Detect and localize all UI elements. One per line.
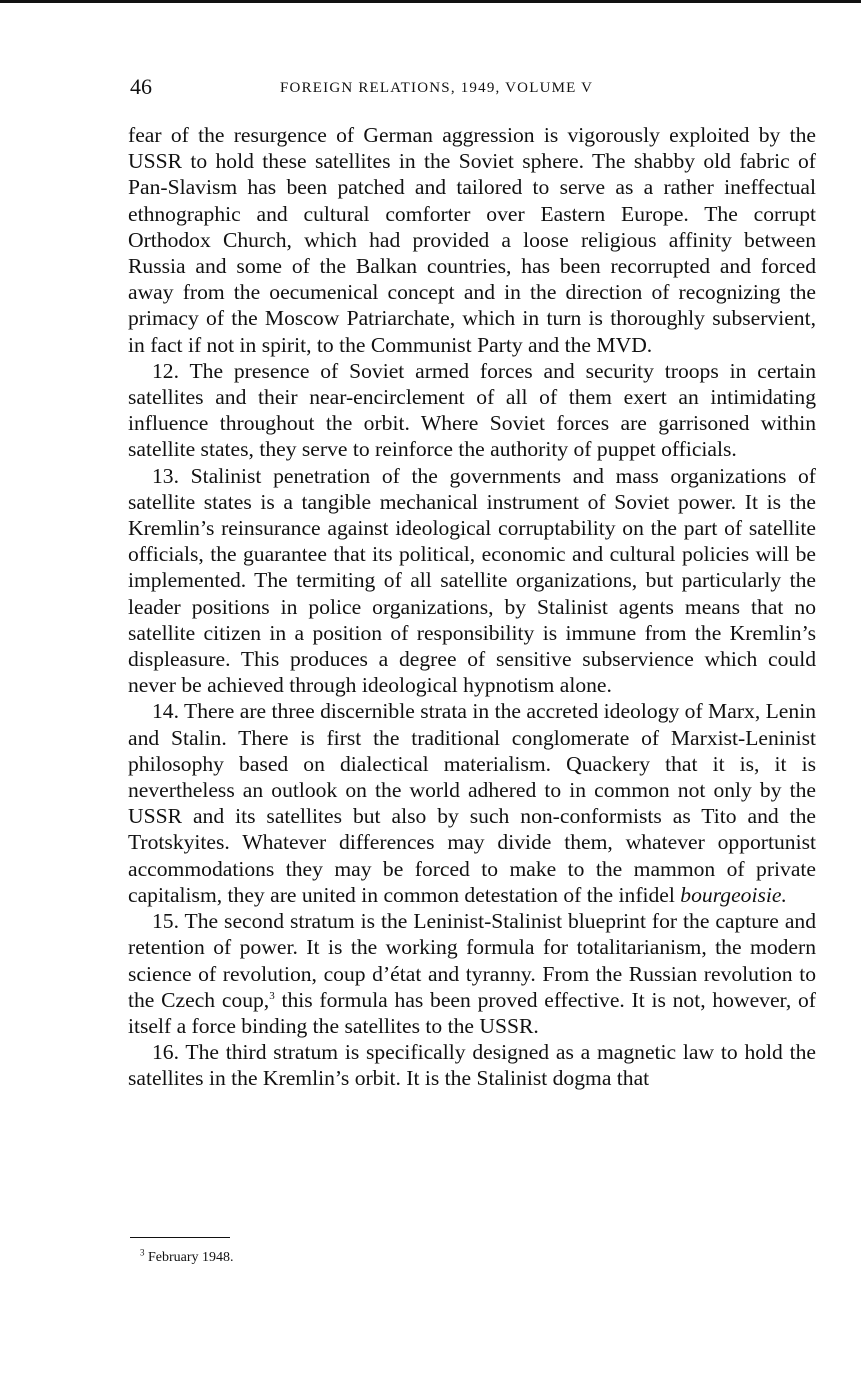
body-text xyxy=(128,122,816,1092)
italic-term: bourgeoisie. xyxy=(680,882,787,907)
paragraph-14 xyxy=(128,698,816,908)
page-header xyxy=(130,74,816,104)
page-number: 46 xyxy=(130,74,152,99)
paragraph-12: 12. The presence of Soviet armed forces and security troops in certain satellites and their near-encirclement of all of them exert an intimidating influence throughout the orbit. Where Soviet forces are garrisoned within satellite states, they serve to reinforce the authority of puppet officials. xyxy=(128,358,816,462)
footnote-text: February 1948. xyxy=(148,1250,234,1265)
footnote-mark: 3 xyxy=(140,1247,145,1258)
paragraph-15-text-a: 15. The second stratum is the Leninist-Stalinist blueprint for the capture and retention of power. It is the working formula for totalitarianism, the modern science of revolution, coup d’état and tyranny. From the Russian revolution to the Czech coup, xyxy=(128,909,816,1012)
footnote-divider xyxy=(130,1237,230,1238)
footnote xyxy=(140,1247,234,1266)
paragraph-15 xyxy=(128,908,816,1039)
paragraph-15-text-b: this formula has been proved effective. It is not, however, of itself a force binding the satellites to the USSR. xyxy=(128,987,816,1038)
paragraph-16: 16. The third stratum is specifically designed as a magnetic law to hold the satellites in the Kremlin’s orbit. It is the Stalinist dogma that xyxy=(128,1040,816,1091)
footnote-reference: 3 xyxy=(269,989,275,1002)
paragraph-continued: fear of the resurgence of German aggression is vigorously exploited by the USSR to hold these satellites in the Soviet sphere. The shabby old fabric of Pan-Slavism has been patched and tailored to serve as a rather ineffectual ethnographic and cultural comforter over Eastern Europe. The corrupt Orthodox Church, which had provided a loose religious affinity between Russia and some of the Balkan countries, has been recorrupted and forced away from the oecumenical concept and in the direction of recognizing the primacy of the Moscow Patriarchate, which in turn is thoroughly subservient, in fact if not in spirit, to the Communist Party and the MVD. xyxy=(128,123,816,357)
running-head: FOREIGN RELATIONS, 1949, VOLUME V xyxy=(280,80,594,96)
paragraph-14-text: 14. There are three discernible strata in the accreted ideology of Marx, Lenin and Stalin. There is first the traditional conglomerate of Marxist-Leninist philosophy based on dialectical materialism. Quackery that it is, it is nevertheless an outlook on the world adhered to in common not only by the USSR and its satellites but also by such non-conformists as Tito and the Trotskyites. Whatever differences may divide them, whatever opportunist accommodations they may be forced to make to the mammon of private capitalism, they are united in common detestation of the infidel xyxy=(128,699,816,907)
top-border xyxy=(0,0,861,3)
paragraph-13: 13. Stalinist penetration of the governments and mass organizations of satellite states is a tangible mechanical instrument of Soviet power. It is the Kremlin’s reinsurance against ideological corruptability on the part of satellite officials, the guarantee that its political, economic and cultural policies will be implemented. The termiting of all satellite organizations, but particularly the leader positions in police organizations, by Stalinist agents means that no satellite citizen in a position of responsibility is immune from the Kremlin’s displeasure. This produces a degree of sensitive subservience which could never be achieved through ideological hypnotism alone. xyxy=(128,463,816,698)
